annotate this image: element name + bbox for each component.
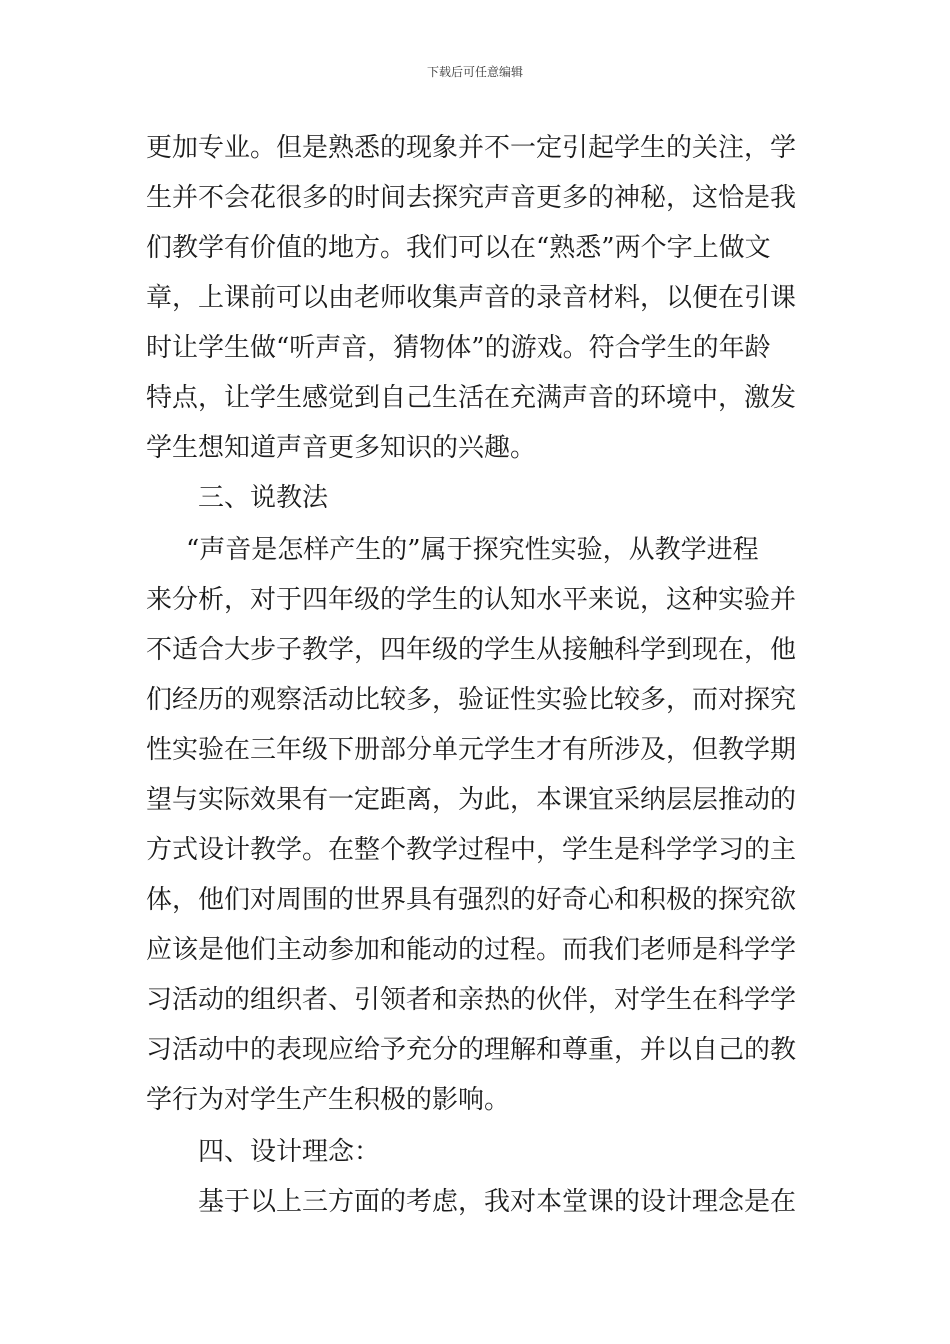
- paragraph-line: 性实验在三年级下册部分单元学生才有所涉及，但教学期: [146, 735, 797, 765]
- paragraph-line: 方式设计教学。在整个教学过程中，学生是科学学习的主: [146, 835, 797, 865]
- paragraph-line: 应该是他们主动参加和能动的过程。而我们老师是科学学: [146, 935, 797, 965]
- paragraph-line: 特点，让学生感觉到自己生活在充满声音的环境中，激发: [146, 383, 797, 413]
- paragraph-line: 基于以上三方面的考虑，我对本堂课的设计理念是在: [198, 1187, 797, 1217]
- paragraph-line: 生并不会花很多的时间去探究声音更多的神秘，这恰是我: [146, 183, 797, 213]
- section-heading: 三、说教法: [198, 483, 329, 513]
- page-header: 下载后可任意编辑: [426, 65, 523, 79]
- paragraph-line: 学生想知道声音更多知识的兴趣。: [146, 433, 537, 463]
- paragraph-line: 们教学有价值的地方。我们可以在“熟悉”两个字上做文: [146, 233, 771, 263]
- paragraph-line: 章，上课前可以由老师收集声音的录音材料，以便在引课: [146, 283, 797, 313]
- paragraph-line: “声音是怎样产生的”属于探究性实验，从教学进程: [186, 535, 759, 565]
- paragraph-line: 不适合大步子教学，四年级的学生从接触科学到现在，他: [146, 635, 797, 665]
- paragraph-line: 习活动中的表现应给予充分的理解和尊重，并以自己的教: [146, 1035, 797, 1065]
- paragraph-line: 时让学生做“听声音，猜物体”的游戏。符合学生的年龄: [146, 333, 771, 363]
- paragraph-line: 学行为对学生产生积极的影响。: [146, 1085, 511, 1115]
- paragraph-line: 更加专业。但是熟悉的现象并不一定引起学生的关注，学: [146, 133, 797, 163]
- paragraph-line: 来分析，对于四年级的学生的认知水平来说，这种实验并: [146, 585, 797, 615]
- paragraph-line: 习活动的组织者、引领者和亲热的伙伴，对学生在科学学: [146, 985, 797, 1015]
- paragraph-line: 体，他们对周围的世界具有强烈的好奇心和积极的探究欲: [146, 885, 797, 915]
- paragraph-line: 望与实际效果有一定距离，为此，本课宜采纳层层推动的: [146, 785, 797, 815]
- paragraph-line: 们经历的观察活动比较多，验证性实验比较多，而对探究: [146, 685, 797, 715]
- section-heading: 四、设计理念：: [198, 1137, 381, 1167]
